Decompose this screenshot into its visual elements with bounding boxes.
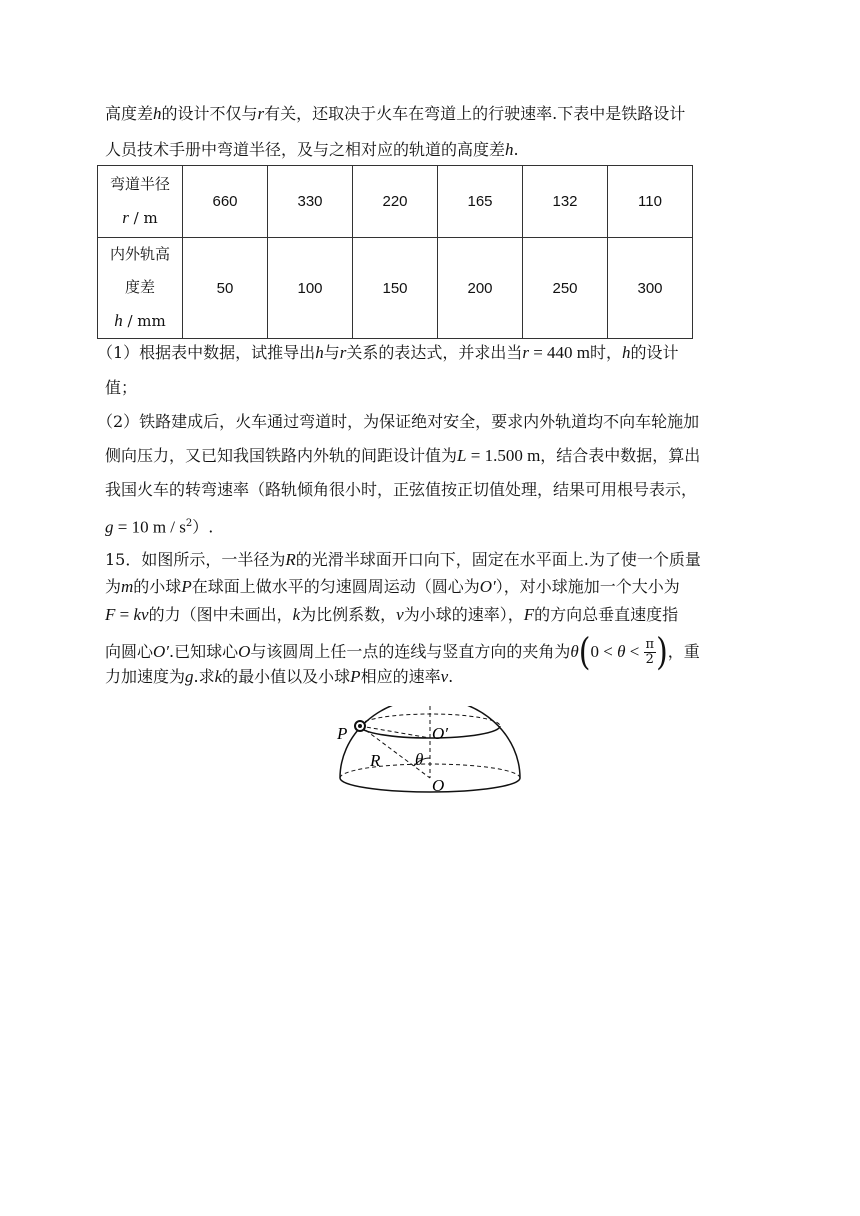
text: ），对小球施加一个大小为: [495, 577, 680, 596]
var-R: R: [285, 550, 296, 569]
var-theta: θ: [570, 642, 579, 661]
text: 相应的速率: [360, 667, 441, 686]
value: = 1.500 m: [466, 446, 541, 465]
var-kv: kv: [133, 605, 149, 624]
text: 为: [105, 577, 122, 596]
value: = 440 m: [528, 343, 591, 362]
numerator: π: [645, 637, 655, 652]
row-header-radius: [98, 166, 183, 238]
inequality: <: [625, 642, 644, 661]
table-cell: 50: [183, 238, 268, 339]
label-o: O: [432, 776, 445, 795]
right-paren: ): [656, 630, 668, 674]
var-k: k: [214, 667, 223, 686]
table-cell: 100: [268, 238, 353, 339]
table-cell: 150: [353, 238, 438, 339]
value: = 10 m / s: [113, 517, 186, 537]
pi-over-two: [644, 638, 657, 667]
var-O-prime: O′: [153, 642, 170, 661]
text: 值；: [105, 378, 138, 397]
header-text: 度差: [124, 278, 155, 296]
text: （2）铁路建成后，火车通过弯道时，为保证绝对安全，要求内外轨道均不向车轮施加: [97, 412, 700, 431]
var-P: P: [181, 577, 192, 596]
var-F: F: [523, 605, 535, 624]
table-cell: 200: [438, 238, 523, 339]
q15-line-1: [105, 550, 755, 570]
q15-line-2: [105, 577, 755, 597]
var-O: O: [238, 642, 251, 661]
text: 的力（图中未画出，: [148, 605, 293, 624]
text: .已知球心: [169, 642, 239, 661]
text: 15．如图所示，一半径为: [105, 550, 286, 569]
header-unit: [98, 304, 182, 338]
unit: / mm: [122, 312, 166, 330]
text: 的小球: [133, 577, 182, 596]
var-F: F: [105, 605, 116, 624]
text: （1）根据表中数据，试推导出: [97, 343, 316, 362]
text: 为小球的速率），: [403, 605, 524, 624]
text: 与: [323, 343, 340, 362]
text: 人员技术手册中弯道半径，及与之相对应的轨道的高度差: [105, 140, 506, 159]
q15-line-3: [105, 605, 755, 625]
table-cell: 330: [268, 166, 353, 238]
text: 在球面上做水平的匀速圆周运动（圆心为: [191, 577, 480, 596]
var-r: r: [122, 208, 129, 227]
row-header-height: [98, 238, 183, 339]
text: 的光滑半球面开口向下，固定在水平面上.为了使一个质量: [295, 550, 701, 569]
header-text: 内外轨高: [109, 245, 170, 263]
text: 关系的表达式，并求出当: [346, 343, 523, 362]
var-h: h: [315, 343, 324, 362]
var-g: g: [185, 667, 194, 686]
table-cell: 132: [523, 166, 608, 238]
text: .求: [193, 667, 215, 686]
text: 为比例系数，: [300, 605, 397, 624]
text: 的方向总垂直速度指: [534, 605, 679, 624]
text: ）.: [192, 517, 214, 537]
text: 我国火车的转弯速率（路轨倾角很小时，正弦值按正切值处理，结果可用根号表示，: [105, 480, 698, 499]
q1-line-2: [105, 378, 755, 398]
var-g: g: [105, 517, 114, 537]
text: ，结合表中数据，算出: [540, 446, 701, 465]
table-row-radius: [98, 166, 693, 238]
q15-line-5: [105, 667, 755, 687]
radius-height-table: [97, 165, 693, 339]
text: 的设计不仅与: [161, 104, 258, 123]
var-h: h: [114, 311, 123, 330]
header-unit: [98, 201, 182, 235]
label-p: P: [337, 724, 348, 743]
q2-line-3: [105, 480, 755, 500]
var-v: v: [440, 667, 449, 686]
table-cell: 250: [523, 238, 608, 339]
var-h: h: [505, 140, 514, 159]
text: 力加速度为: [105, 667, 186, 686]
q15-line-4: [105, 632, 755, 672]
var-r: r: [257, 104, 265, 123]
var-theta: θ: [617, 642, 626, 661]
q2-line-1: [97, 412, 747, 432]
ball-p-core: [358, 724, 362, 728]
text: 有关，还取决于火车在弯道上的行驶速率.下表中是铁路设计: [264, 104, 686, 123]
text: 高度差: [105, 104, 154, 123]
table-cell: 660: [183, 166, 268, 238]
var-h: h: [622, 343, 631, 362]
text: .: [448, 667, 454, 686]
text: 向圆心: [105, 642, 154, 661]
var-v: v: [396, 605, 404, 624]
var-h: h: [153, 104, 162, 123]
base-front-arc: [340, 778, 520, 792]
text: 的设计: [630, 343, 679, 362]
q2-line-4: [105, 514, 755, 537]
label-r: R: [370, 751, 381, 770]
table-cell: 110: [608, 166, 693, 238]
var-O-prime: O′: [479, 577, 496, 596]
exponent: 2: [185, 518, 193, 529]
text: 时，: [590, 343, 623, 362]
left-paren: (: [578, 630, 591, 674]
hemisphere-figure: [328, 706, 528, 800]
denominator: 2: [645, 652, 654, 667]
var-m: m: [121, 577, 134, 596]
text: 与该圆周上任一点的连线与竖直方向的夹角为: [250, 642, 571, 661]
label-o-prime: O′: [432, 724, 448, 743]
var-L: L: [457, 446, 467, 465]
var-k: k: [292, 605, 301, 624]
header-text: 弯道半径: [109, 175, 170, 193]
unit: / m: [128, 209, 158, 227]
text: .: [513, 140, 519, 159]
text: 的最小值以及小球: [222, 667, 351, 686]
text: 侧向压力，又已知我国铁路内外轨的间距设计值为: [105, 446, 458, 465]
q2-line-2: [105, 446, 755, 466]
intro-line-2: [105, 140, 755, 160]
text: ，重: [667, 642, 700, 661]
label-theta: θ: [415, 750, 424, 769]
var-P: P: [350, 667, 361, 686]
equals: =: [115, 605, 134, 624]
inequality: 0 <: [590, 642, 618, 661]
table-cell: 220: [353, 166, 438, 238]
table-row-height: [98, 238, 693, 339]
var-r: r: [522, 343, 529, 362]
var-r: r: [339, 343, 347, 362]
table-cell: 300: [608, 238, 693, 339]
table-cell: 165: [438, 166, 523, 238]
intro-line-1: [105, 104, 755, 124]
q1-line-1: [97, 343, 747, 363]
